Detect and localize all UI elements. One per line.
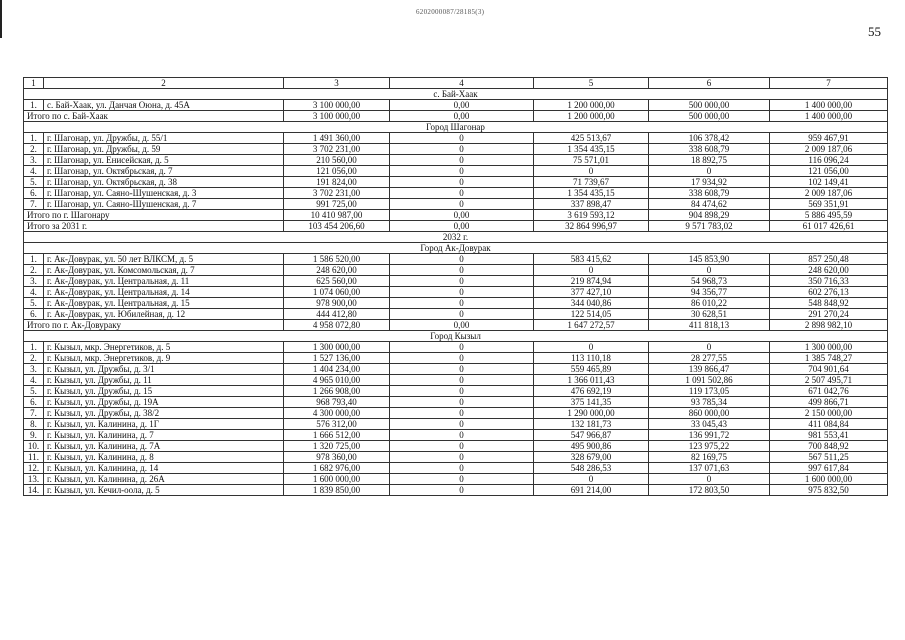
value-cell: 0 [390,188,534,199]
value-cell: 0 [390,364,534,375]
budget-table [23,77,888,496]
value-cell: 0 [390,485,534,496]
row-number: 5. [24,298,44,309]
value-cell: 0 [390,254,534,265]
subtotal-label: Итого по г. Ак-Довураку [24,320,284,331]
value-cell: 1 491 360,00 [284,133,390,144]
value-cell: 0 [390,287,534,298]
address-cell: г. Кызыл, ул. Дружбы, д. 3/1 [44,364,284,375]
value-cell: 30 628,51 [649,309,770,320]
value-cell: 0,00 [390,100,534,111]
row-number: 3. [24,155,44,166]
value-cell: 75 571,01 [534,155,649,166]
value-cell: 210 560,00 [284,155,390,166]
section-header-row [24,89,888,100]
value-cell: 0 [534,265,649,276]
address-cell: г. Ак-Довурак, ул. Центральная, д. 11 [44,276,284,287]
value-cell: 1 647 272,57 [534,320,649,331]
value-cell: 1 527 136,00 [284,353,390,364]
table-row [24,166,888,177]
header-cell: 4 [390,78,534,89]
value-cell: 0 [390,375,534,386]
value-cell: 121 056,00 [284,166,390,177]
subtotal-label: Итого по г. Шагонару [24,210,284,221]
address-cell: г. Ак-Довурак, ул. Центральная, д. 14 [44,287,284,298]
value-cell: 1 266 908,00 [284,386,390,397]
header-cell: 3 [284,78,390,89]
value-cell: 904 898,29 [649,210,770,221]
value-cell: 0 [390,386,534,397]
subtotal-label: Итого по с. Бай-Хаак [24,111,284,122]
address-cell: г. Кызыл, ул. Дружбы, д. 15 [44,386,284,397]
value-cell: 248 620,00 [770,265,888,276]
value-cell: 4 958 072,80 [284,320,390,331]
value-cell: 2 009 187,06 [770,144,888,155]
value-cell: 857 250,48 [770,254,888,265]
value-cell: 145 853,90 [649,254,770,265]
value-cell: 547 966,87 [534,430,649,441]
section-title: Город Ак-Довурак [24,243,888,254]
section-header-row [24,243,888,254]
value-cell: 0 [390,441,534,452]
row-number: 2. [24,265,44,276]
table-row [24,452,888,463]
table-row [24,188,888,199]
row-number: 5. [24,386,44,397]
subtotal-row [24,111,888,122]
row-number: 14. [24,485,44,496]
address-cell: г. Кызыл, ул. Дружбы, д. 19А [44,397,284,408]
value-cell: 625 560,00 [284,276,390,287]
table-row [24,441,888,452]
value-cell: 338 608,79 [649,188,770,199]
address-cell: г. Кызыл, ул. Калинина, д. 1Г [44,419,284,430]
row-number: 8. [24,419,44,430]
value-cell: 0,00 [390,221,534,232]
table-row [24,254,888,265]
value-cell: 602 276,13 [770,287,888,298]
value-cell: 0 [390,419,534,430]
value-cell: 2 009 187,06 [770,188,888,199]
section-title: Город Шагонар [24,122,888,133]
address-cell: г. Шагонар, ул. Дружбы, д. 55/1 [44,133,284,144]
value-cell: 0,00 [390,210,534,221]
row-number: 4. [24,166,44,177]
value-cell: 567 511,25 [770,452,888,463]
section-title: 2032 г. [24,232,888,243]
value-cell: 33 045,43 [649,419,770,430]
value-cell: 0,00 [390,320,534,331]
address-cell: г. Шагонар, ул. Енисейская, д. 5 [44,155,284,166]
value-cell: 3 702 231,00 [284,144,390,155]
value-cell: 71 739,67 [534,177,649,188]
table-row [24,364,888,375]
value-cell: 1 385 748,27 [770,353,888,364]
value-cell: 3 100 000,00 [284,100,390,111]
row-number: 9. [24,430,44,441]
table-row [24,309,888,320]
value-cell: 569 351,91 [770,199,888,210]
value-cell: 291 270,24 [770,309,888,320]
value-cell: 1 354 435,15 [534,188,649,199]
value-cell: 136 991,72 [649,430,770,441]
value-cell: 548 848,92 [770,298,888,309]
subtotal-row [24,210,888,221]
value-cell: 0 [390,199,534,210]
value-cell: 425 513,67 [534,133,649,144]
value-cell: 671 042,76 [770,386,888,397]
row-number: 3. [24,364,44,375]
table-row [24,386,888,397]
address-cell: г. Шагонар, ул. Октябрьская, д. 7 [44,166,284,177]
value-cell: 0 [390,298,534,309]
row-number: 7. [24,199,44,210]
value-cell: 94 356,77 [649,287,770,298]
row-number: 7. [24,408,44,419]
value-cell: 444 412,80 [284,309,390,320]
row-number: 3. [24,276,44,287]
row-number: 5. [24,177,44,188]
header-cell: 2 [44,78,284,89]
value-cell: 344 040,86 [534,298,649,309]
address-cell: г. Ак-Довурак, ул. Центральная, д. 15 [44,298,284,309]
value-cell: 0 [390,133,534,144]
address-cell: г. Кызыл, ул. Дружбы, д. 11 [44,375,284,386]
row-number: 6. [24,309,44,320]
value-cell: 0 [534,342,649,353]
value-cell: 1 320 725,00 [284,441,390,452]
value-cell: 119 173,05 [649,386,770,397]
address-cell: г. Кызыл, ул. Калинина, д. 7А [44,441,284,452]
address-cell: г. Кызыл, ул. Калинина, д. 8 [44,452,284,463]
value-cell: 476 692,19 [534,386,649,397]
value-cell: 17 934,92 [649,177,770,188]
value-cell: 0 [390,452,534,463]
row-number: 10. [24,441,44,452]
value-cell: 93 785,34 [649,397,770,408]
row-number: 6. [24,397,44,408]
value-cell: 499 866,71 [770,397,888,408]
subtotal-row [24,320,888,331]
section-header-row [24,122,888,133]
value-cell: 3 100 000,00 [284,111,390,122]
value-cell: 500 000,00 [649,100,770,111]
address-cell: г. Шагонар, ул. Саяно-Шушенская, д. 7 [44,199,284,210]
value-cell: 959 467,91 [770,133,888,144]
value-cell: 981 553,41 [770,430,888,441]
section-header-row [24,232,888,243]
value-cell: 411 084,84 [770,419,888,430]
value-cell: 691 214,00 [534,485,649,496]
table-body [24,78,888,496]
value-cell: 0 [390,276,534,287]
value-cell: 4 965 010,00 [284,375,390,386]
address-cell: г. Шагонар, ул. Октябрьская, д. 38 [44,177,284,188]
address-cell: г. Кызыл, ул. Калинина, д. 14 [44,463,284,474]
table-row [24,155,888,166]
value-cell: 337 898,47 [534,199,649,210]
value-cell: 0 [649,342,770,353]
row-number: 13. [24,474,44,485]
row-number: 1. [24,100,44,111]
value-cell: 0 [649,166,770,177]
value-cell: 1 074 060,00 [284,287,390,298]
table-row [24,375,888,386]
table-row [24,133,888,144]
value-cell: 700 848,92 [770,441,888,452]
header-cell: 5 [534,78,649,89]
value-cell: 500 000,00 [649,111,770,122]
value-cell: 1 839 850,00 [284,485,390,496]
value-cell: 2 507 495,71 [770,375,888,386]
value-cell: 1 586 520,00 [284,254,390,265]
value-cell: 122 514,05 [534,309,649,320]
value-cell: 5 886 495,59 [770,210,888,221]
value-cell: 0 [390,309,534,320]
address-cell: г. Шагонар, ул. Саяно-Шушенская, д. 3 [44,188,284,199]
value-cell: 116 096,24 [770,155,888,166]
value-cell: 411 818,13 [649,320,770,331]
value-cell: 0,00 [390,111,534,122]
value-cell: 1 666 512,00 [284,430,390,441]
value-cell: 1 366 011,43 [534,375,649,386]
value-cell: 82 169,75 [649,452,770,463]
value-cell: 1 600 000,00 [284,474,390,485]
value-cell: 0 [534,474,649,485]
value-cell: 1 091 502,86 [649,375,770,386]
value-cell: 991 725,00 [284,199,390,210]
value-cell: 86 010,22 [649,298,770,309]
value-cell: 0 [534,166,649,177]
row-number: 2. [24,353,44,364]
address-cell: г. Кызыл, мкр. Энергетиков, д. 5 [44,342,284,353]
table-row [24,474,888,485]
value-cell: 377 427,10 [534,287,649,298]
value-cell: 9 571 783,02 [649,221,770,232]
value-cell: 18 892,75 [649,155,770,166]
value-cell: 978 900,00 [284,298,390,309]
value-cell: 219 874,94 [534,276,649,287]
address-cell: г. Кызыл, ул. Калинина, д. 7 [44,430,284,441]
value-cell: 84 474,62 [649,199,770,210]
table-row [24,342,888,353]
address-cell: г. Кызыл, ул. Калинина, д. 26А [44,474,284,485]
row-number: 6. [24,188,44,199]
row-number: 2. [24,144,44,155]
address-cell: г. Кызыл, ул. Кечил-оола, д. 5 [44,485,284,496]
value-cell: 2 898 982,10 [770,320,888,331]
value-cell: 583 415,62 [534,254,649,265]
address-cell: г. Ак-Довурак, ул. Юбилейная, д. 12 [44,309,284,320]
section-header-row [24,331,888,342]
value-cell: 1 400 000,00 [770,111,888,122]
value-cell: 978 360,00 [284,452,390,463]
value-cell: 860 000,00 [649,408,770,419]
value-cell: 1 300 000,00 [770,342,888,353]
table-row [24,199,888,210]
document-code: 6202000087/28185(3) [416,8,485,16]
value-cell: 0 [390,353,534,364]
value-cell: 559 465,89 [534,364,649,375]
column-number-header [24,78,888,89]
value-cell: 191 824,00 [284,177,390,188]
row-number: 4. [24,375,44,386]
value-cell: 1 600 000,00 [770,474,888,485]
value-cell: 0 [390,430,534,441]
value-cell: 10 410 987,00 [284,210,390,221]
page-number: 55 [868,24,881,39]
value-cell: 132 181,73 [534,419,649,430]
value-cell: 350 716,33 [770,276,888,287]
section-title: Город Кызыл [24,331,888,342]
value-cell: 3 702 231,00 [284,188,390,199]
address-cell: г. Кызыл, ул. Дружбы, д. 38/2 [44,408,284,419]
row-number: 1. [24,342,44,353]
table-row [24,430,888,441]
value-cell: 0 [390,265,534,276]
value-cell: 0 [649,474,770,485]
address-cell: г. Ак-Довурак, ул. Комсомольская, д. 7 [44,265,284,276]
value-cell: 1 200 000,00 [534,100,649,111]
scan-edge-mark [0,0,2,38]
value-cell: 61 017 426,61 [770,221,888,232]
table-row [24,408,888,419]
header-cell: 6 [649,78,770,89]
table-row [24,144,888,155]
table-row [24,100,888,111]
value-cell: 997 617,84 [770,463,888,474]
address-cell: г. Шагонар, ул. Дружбы, д. 59 [44,144,284,155]
table-row [24,397,888,408]
value-cell: 0 [390,408,534,419]
value-cell: 54 968,73 [649,276,770,287]
row-number: 1. [24,254,44,265]
value-cell: 0 [390,144,534,155]
row-number: 4. [24,287,44,298]
value-cell: 102 149,41 [770,177,888,188]
value-cell: 1 354 435,15 [534,144,649,155]
value-cell: 1 400 000,00 [770,100,888,111]
value-cell: 0 [390,474,534,485]
value-cell: 548 286,53 [534,463,649,474]
value-cell: 172 803,50 [649,485,770,496]
table-row [24,463,888,474]
value-cell: 0 [390,166,534,177]
value-cell: 968 793,40 [284,397,390,408]
value-cell: 0 [390,177,534,188]
address-cell: г. Ак-Довурак, ул. 50 лет ВЛКСМ, д. 5 [44,254,284,265]
value-cell: 0 [390,155,534,166]
subtotal-label: Итого за 2031 г. [24,221,284,232]
subtotal-row [24,221,888,232]
row-number: 11. [24,452,44,463]
table-row [24,353,888,364]
value-cell: 375 141,35 [534,397,649,408]
value-cell: 1 404 234,00 [284,364,390,375]
value-cell: 1 200 000,00 [534,111,649,122]
value-cell: 576 312,00 [284,419,390,430]
value-cell: 338 608,79 [649,144,770,155]
header-cell: 7 [770,78,888,89]
value-cell: 1 682 976,00 [284,463,390,474]
value-cell: 1 290 000,00 [534,408,649,419]
table-row [24,265,888,276]
table-row [24,298,888,309]
value-cell: 113 110,18 [534,353,649,364]
table-row [24,276,888,287]
table-row [24,419,888,430]
table-row [24,177,888,188]
value-cell: 2 150 000,00 [770,408,888,419]
value-cell: 32 864 996,97 [534,221,649,232]
value-cell: 704 901,64 [770,364,888,375]
value-cell: 0 [390,397,534,408]
address-cell: с. Бай-Хаак, ул. Данчая Оюна, д. 45А [44,100,284,111]
address-cell: г. Кызыл, мкр. Энергетиков, д. 9 [44,353,284,364]
value-cell: 121 056,00 [770,166,888,177]
value-cell: 0 [649,265,770,276]
value-cell: 4 300 000,00 [284,408,390,419]
value-cell: 106 378,42 [649,133,770,144]
value-cell: 28 277,55 [649,353,770,364]
value-cell: 3 619 593,12 [534,210,649,221]
value-cell: 137 071,63 [649,463,770,474]
table-row [24,485,888,496]
row-number: 1. [24,133,44,144]
value-cell: 123 975,22 [649,441,770,452]
table-row [24,287,888,298]
row-number: 12. [24,463,44,474]
value-cell: 139 866,47 [649,364,770,375]
value-cell: 495 900,86 [534,441,649,452]
value-cell: 248 620,00 [284,265,390,276]
value-cell: 328 679,00 [534,452,649,463]
value-cell: 1 300 000,00 [284,342,390,353]
value-cell: 103 454 206,60 [284,221,390,232]
section-title: с. Бай-Хаак [24,89,888,100]
header-cell: 1 [24,78,44,89]
value-cell: 975 832,50 [770,485,888,496]
value-cell: 0 [390,463,534,474]
value-cell: 0 [390,342,534,353]
